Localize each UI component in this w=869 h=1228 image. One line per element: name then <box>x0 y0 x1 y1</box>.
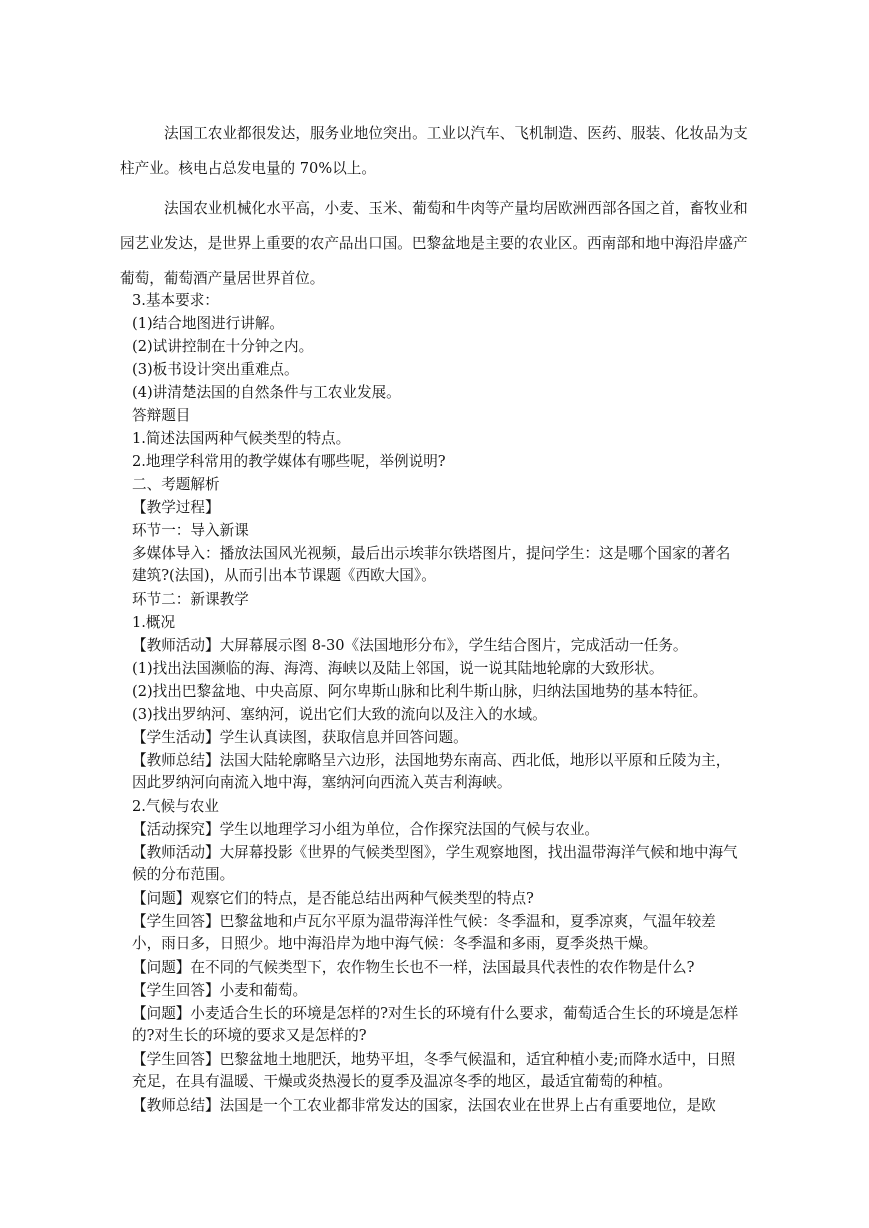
section-heading: 【教学过程】 <box>132 499 220 516</box>
text-line: 环节一：导入新课 <box>132 522 249 539</box>
text-line: (1)结合地图进行讲解。 <box>132 315 285 332</box>
text-line: 3.基本要求： <box>132 292 219 309</box>
text-line: 【学生活动】学生认真读图，获取信息并回答问题。 <box>132 729 468 746</box>
text-line: 1.概况 <box>132 614 176 631</box>
text-line: (4)讲清楚法国的自然条件与工农业发展。 <box>132 384 401 401</box>
text-line: 环节二：新课教学 <box>132 591 249 608</box>
text-block: 多媒体导入：播放法国风光视频，最后出示埃菲尔铁塔图片，提问学生：这是哪个国家的著名建筑?(法国)，从而引出本节课题《西欧大国》。 <box>132 545 731 584</box>
text-line: 【问题】观察它们的特点，是否能总结出两种气候类型的特点? <box>132 890 534 907</box>
text-line: 【活动探究】学生以地理学习小组为单位，合作探究法国的气候与农业。 <box>132 821 600 838</box>
text-line: (2)找出巴黎盆地、中央高原、阿尔卑斯山脉和比利牛斯山脉，归纳法国地势的基本特征。 <box>132 683 708 700</box>
text-line: (2)试讲控制在十分钟之内。 <box>132 338 314 355</box>
text-line: (3)找出罗纳河、塞纳河，说出它们大致的流向以及注入的水域。 <box>132 706 547 723</box>
text-block: 【学生回答】巴黎盆地和卢瓦尔平原为温带海洋性气候：冬季温和，夏季凉爽，气温年较差小，雨日多，日照少。地中海沿岸为地中海气候：冬季温和多雨，夏季炎热干燥。 <box>132 913 716 952</box>
text-line: 2.气候与农业 <box>132 798 219 815</box>
paragraph-agriculture: 法国农业机械化水平高，小麦、玉米、葡萄和牛肉等产量均居欧洲西部各国之首，畜牧业和园艺业发达，是世界上重要的农产品出口国。巴黎盆地是主要的农业区。西南部和地中海沿岸盛产葡萄，葡萄酒产量居世界首位。 <box>120 200 748 287</box>
section-heading: 答辩题目 <box>132 407 191 424</box>
text-line: 2.地理学科常用的教学媒体有哪些呢，举例说明? <box>132 453 446 470</box>
text-line: (1)找出法国濒临的海、海湾、海峡以及陆上邻国，说一说其陆地轮廓的大致形状。 <box>132 660 664 677</box>
text-block: 【教师总结】法国大陆轮廓略呈六边形，法国地势东南高、西北低，地形以平原和丘陵为主，因此罗纳河向南流入地中海，塞纳河向西流入英吉利海峡。 <box>132 752 731 791</box>
text-block: 【问题】小麦适合生长的环境是怎样的?对生长的环境有什么要求，葡萄适合生长的环境是怎样的?对生长的环境的要求又是怎样的? <box>132 1005 739 1044</box>
section-heading: 二、考题解析 <box>132 476 220 493</box>
text-block: 【教师活动】大屏幕投影《世界的气候类型图》，学生观察地图，找出温带海洋气候和地中海气候的分布范围。 <box>132 844 738 883</box>
text-line: 【教师活动】大屏幕展示图 8-30《法国地形分布》，学生结合图片，完成活动一任务。 <box>132 637 688 654</box>
text-block: 【学生回答】巴黎盆地土地肥沃，地势平坦，冬季气候温和，适宜种植小麦;而降水适中，日照充足，在具有温暖、干燥或炎热漫长的夏季及温凉冬季的地区，最适宜葡萄的种植。 <box>132 1051 736 1090</box>
text-line: 【问题】在不同的气候类型下，农作物生长也不一样，法国最具代表性的农作物是什么? <box>132 959 695 976</box>
paragraph-industry: 法国工农业都很发达，服务业地位突出。工业以汽车、飞机制造、医药、服装、化妆品为支柱产业。核电占总发电量的 70%以上。 <box>120 125 748 177</box>
text-line: (3)板书设计突出重难点。 <box>132 361 299 378</box>
text-line: 1.简述法国两种气候类型的特点。 <box>132 430 351 447</box>
text-line: 【学生回答】小麦和葡萄。 <box>132 982 308 999</box>
text-line: 【教师总结】法国是一个工农业都非常发达的国家，法国农业在世界上占有重要地位，是欧 <box>132 1097 716 1114</box>
